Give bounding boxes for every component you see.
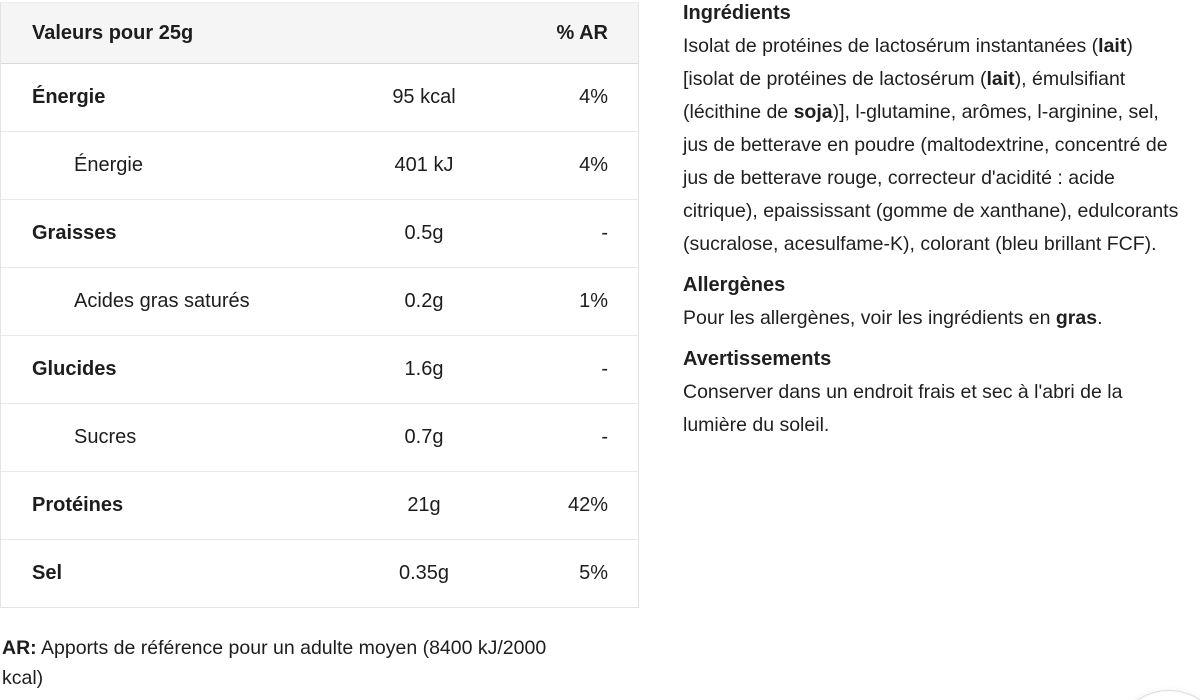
- table-row: [1, 472, 638, 540]
- nutrient-value: 95 kcal: [392, 86, 456, 108]
- table-header-ar-label: % AR: [556, 21, 608, 44]
- info-section-body: Isolat de protéines de lactosérum instantanées (lait)[isolat de protéines de lactosérum (lait), émulsifiant (lécithine de soja)], l-glutamine, arômes, l-arginine, sel, jus de betterave en poudre (maltodextrine, concentré de jus de betterave rouge, correcteur d'acidité : acide citrique), epaississant (gomme de xanthane), edulcorants (sucralose, acesulfame-K), colorant (bleu brillant FCF).: [683, 35, 1179, 255]
- nutrient-label: Énergie: [74, 154, 143, 176]
- table-row: [1, 132, 638, 200]
- table-row: [1, 200, 638, 268]
- chat-widget-button[interactable]: [1113, 690, 1200, 700]
- nutrient-value: 0.35g: [398, 562, 450, 584]
- info-section: [683, 346, 1183, 442]
- table-row: [1, 540, 638, 607]
- info-section: [683, 0, 1183, 261]
- table-header-values-label: Valeurs pour 25g: [32, 21, 194, 44]
- nutrient-value: 401 kJ: [394, 154, 454, 176]
- nutrient-value: 0.2g: [404, 290, 444, 312]
- reference-intake-footnote: AR: Apports de référence pour un adulte moyen (8400 kJ/2000 kcal): [2, 637, 547, 689]
- info-section-body: Conserver dans un endroit frais et sec à l'abri de la lumière du soleil.: [683, 381, 1123, 436]
- nutrient-label: Graisses: [32, 222, 117, 244]
- product-info-column: [683, 0, 1183, 442]
- nutrient-value: 21g: [407, 494, 441, 516]
- info-section-title: Allergènes: [683, 274, 786, 296]
- nutrient-label: Glucides: [32, 358, 117, 380]
- nutrient-ar-percent: 5%: [579, 562, 608, 584]
- info-section-title: Avertissements: [683, 348, 832, 370]
- nutrient-label: Acides gras saturés: [74, 290, 250, 312]
- nutrient-label: Énergie: [32, 86, 106, 108]
- nutrient-ar-percent: 1%: [579, 290, 608, 312]
- nutrient-ar-percent: 4%: [579, 86, 608, 108]
- nutrient-label: Sel: [32, 562, 63, 584]
- nutrition-table-header: [1, 3, 638, 64]
- nutrient-ar-percent: -: [601, 426, 608, 448]
- table-row: [1, 64, 638, 132]
- info-section: [683, 272, 1183, 335]
- nutrient-ar-percent: -: [601, 222, 608, 244]
- nutrition-table-body: [1, 64, 638, 607]
- nutrient-label: Protéines: [32, 494, 124, 516]
- info-section-body: Pour les allergènes, voir les ingrédients en gras.: [683, 307, 1103, 329]
- table-row: [1, 404, 638, 472]
- nutrient-value: 0.7g: [404, 426, 444, 448]
- nutrient-ar-percent: 42%: [567, 494, 608, 516]
- nutrient-ar-percent: -: [601, 358, 608, 380]
- nutrient-ar-percent: 4%: [579, 154, 608, 176]
- nutrient-value: 1.6g: [404, 358, 444, 380]
- nutrition-table: [0, 2, 639, 608]
- nutrient-value: 0.5g: [404, 222, 444, 244]
- info-section-title: Ingrédients: [683, 2, 791, 24]
- nutrient-label: Sucres: [74, 426, 137, 448]
- table-row: [1, 268, 638, 336]
- table-row: [1, 336, 638, 404]
